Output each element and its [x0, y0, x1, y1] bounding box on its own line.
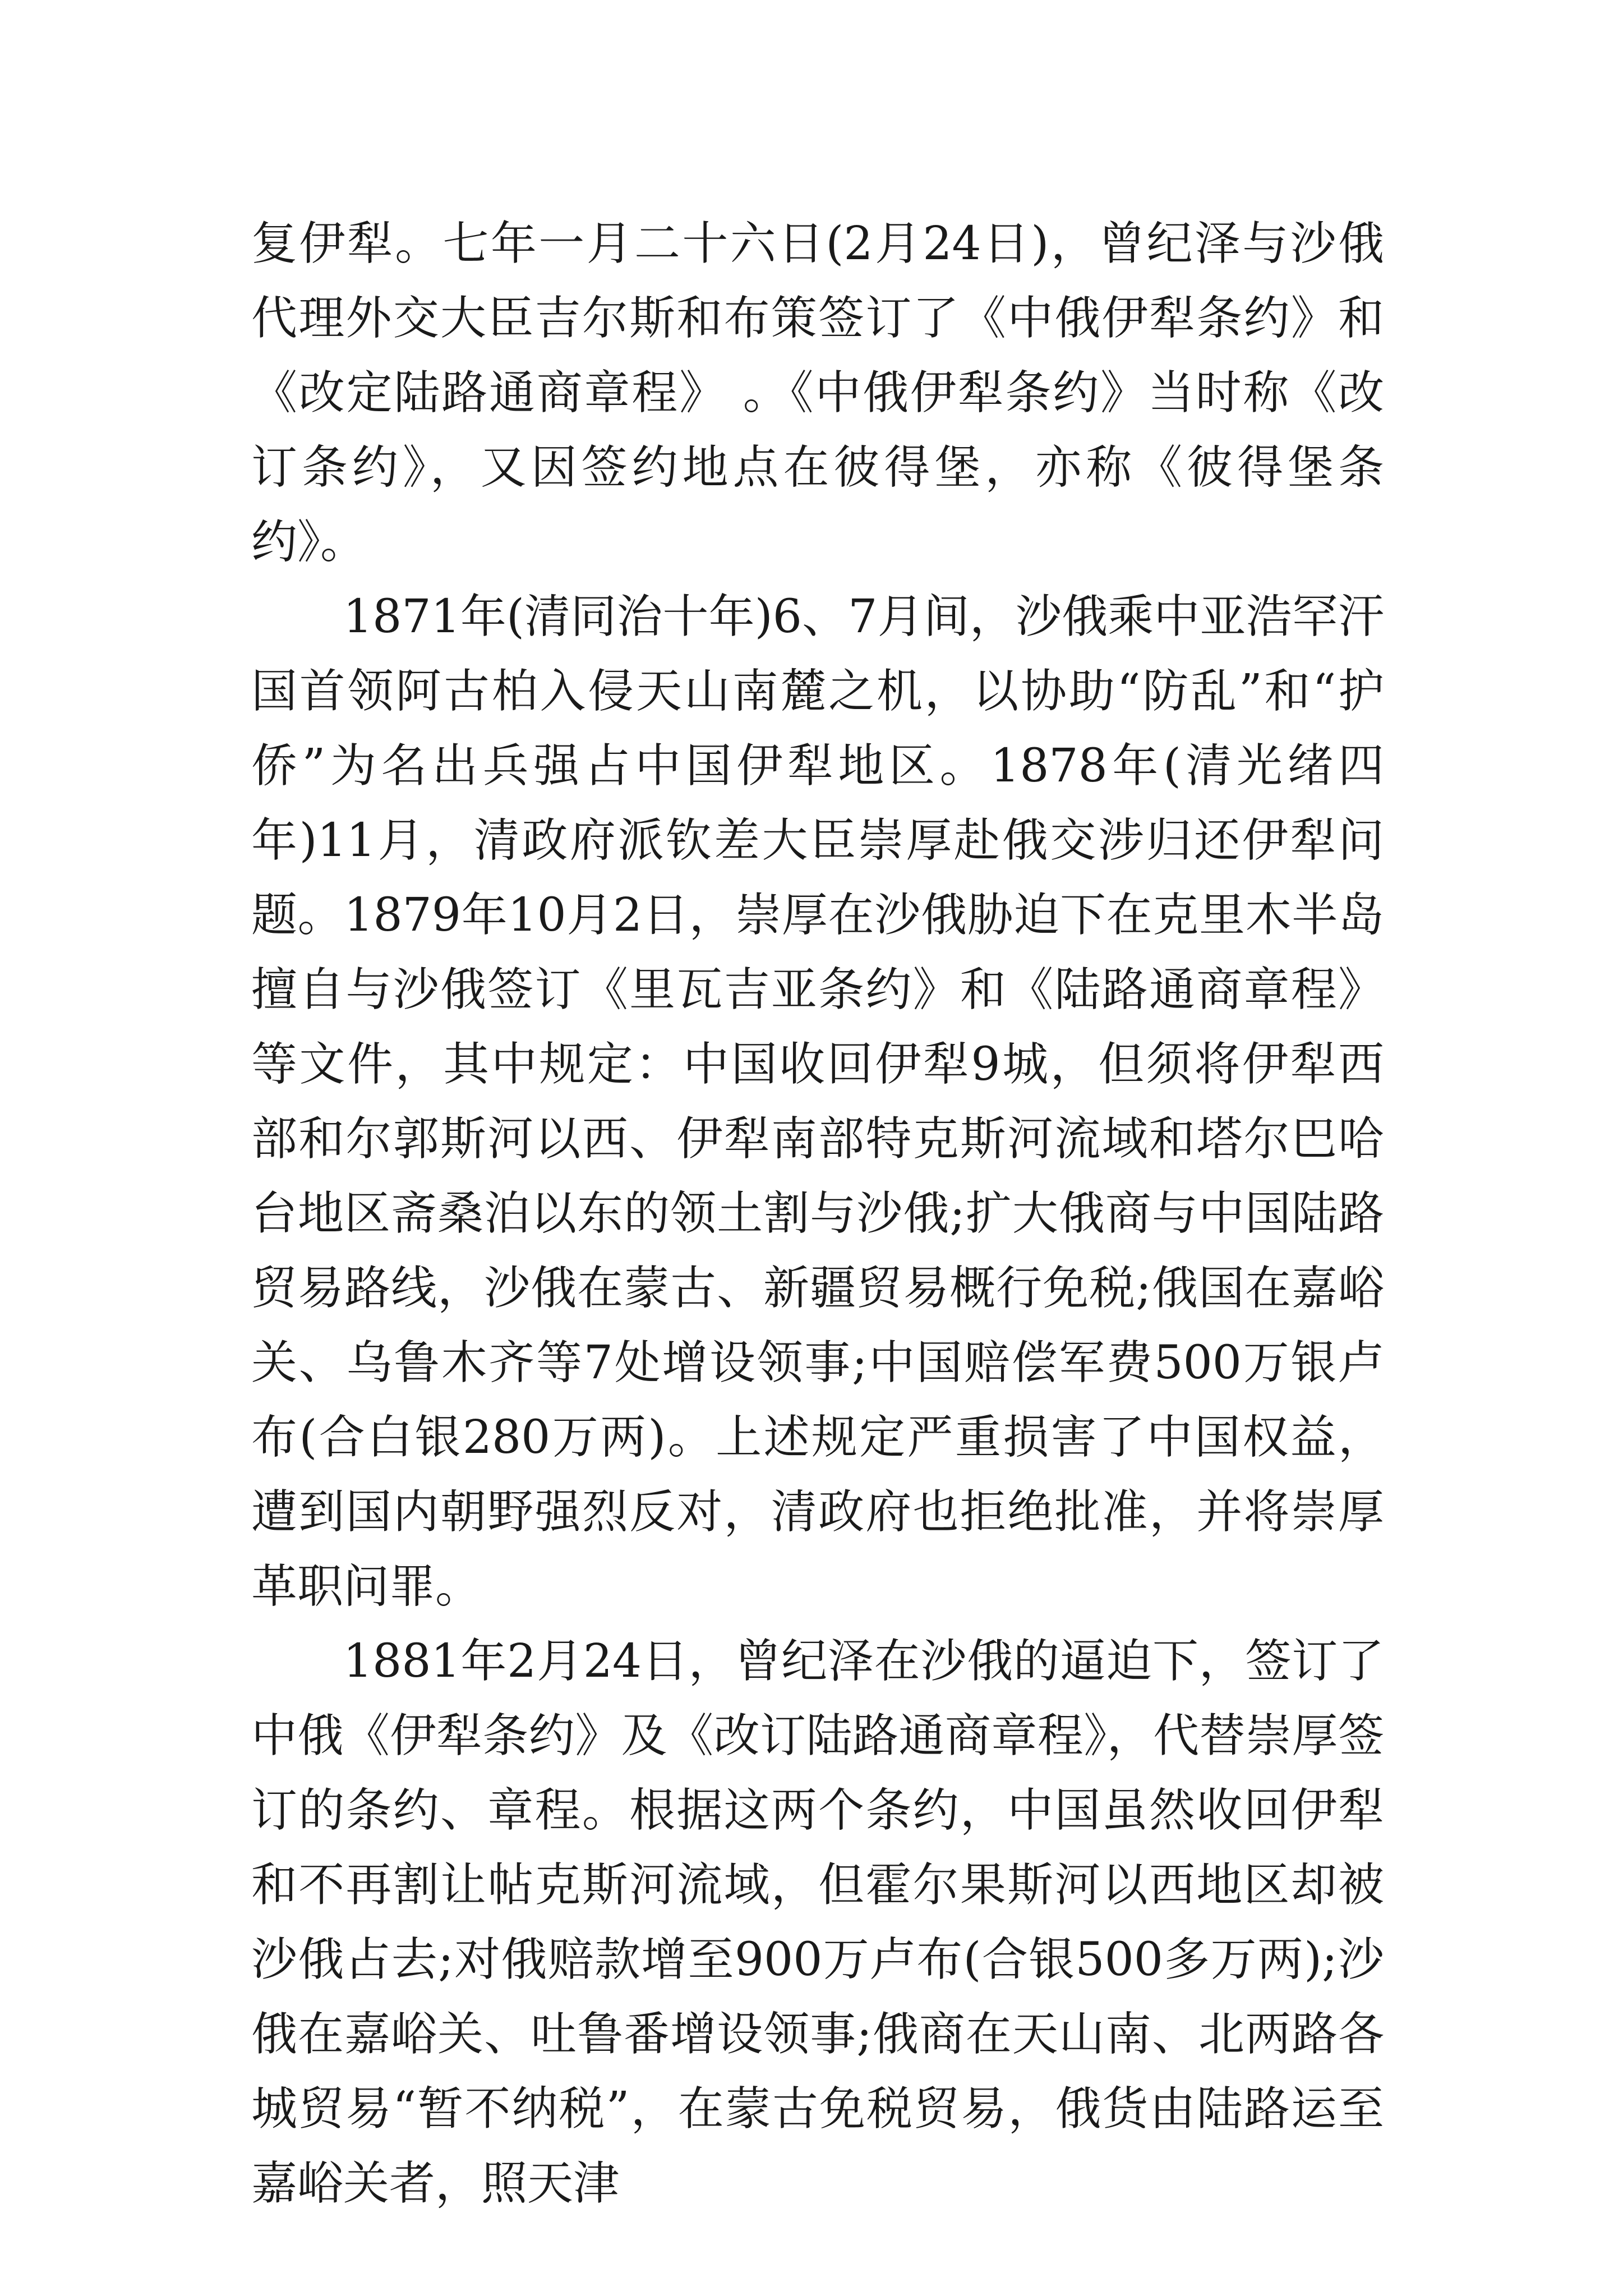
paragraph-2: 1871年(清同治十年)6、7月间，沙俄乘中亚浩罕汗国首领阿古柏入侵天山南麓之机，以协助“防乱”和“护侨”为名出兵强占中国伊犁地区。1878年(清光绪四年)11月，清政府派钦差大臣崇厚赴俄交涉归还伊犁问题。1879年10月2日，崇厚在沙俄胁迫下在克里木半岛擅自与沙俄签订《里瓦吉亚条约》和《陆路通商章程》等文件，其中规定：中国收回伊犁9城，但须将伊犁西部和尔郭斯河以西、伊犁南部特克斯河流域和塔尔巴哈台地区斋桑泊以东的领土割与沙俄;扩大俄商与中国陆路贸易路线，沙俄在蒙古、新疆贸易概行免税;俄国在嘉峪关、乌鲁木齐等7处增设领事;中国赔偿军费500万银卢布(合白银280万两)。上述规定严重损害了中国权益，遭到国内朝野强烈反对，清政府也拒绝批准，并将崇厚革职问罪。	[251, 590, 1384, 1613]
document-body	[251, 206, 1384, 2221]
paragraph-3: 1881年2月24日，曾纪泽在沙俄的逼迫下，签订了中俄《伊犁条约》及《改订陆路通商章程》，代替崇厚签订的条约、章程。根据这两个条约，中国虽然收回伊犁和不再割让帖克斯河流域，但霍尔果斯河以西地区却被沙俄占去;对俄赔款增至900万卢布(合银500多万两);沙俄在嘉峪关、吐鲁番增设领事;俄商在天山南、北两路各城贸易“暂不纳税”，在蒙古免税贸易，俄货由陆路运至嘉峪关者，照天津	[251, 1635, 1384, 2210]
paragraph-1: 复伊犁。七年一月二十六日(2月24日)，曾纪泽与沙俄代理外交大臣吉尔斯和布策签订了《中俄伊犁条约》和《改定陆路通商章程》 。《中俄伊犁条约》当时称《改订条约》，又因签约地点在彼得堡，亦称《彼得堡条约》。	[251, 217, 1384, 569]
